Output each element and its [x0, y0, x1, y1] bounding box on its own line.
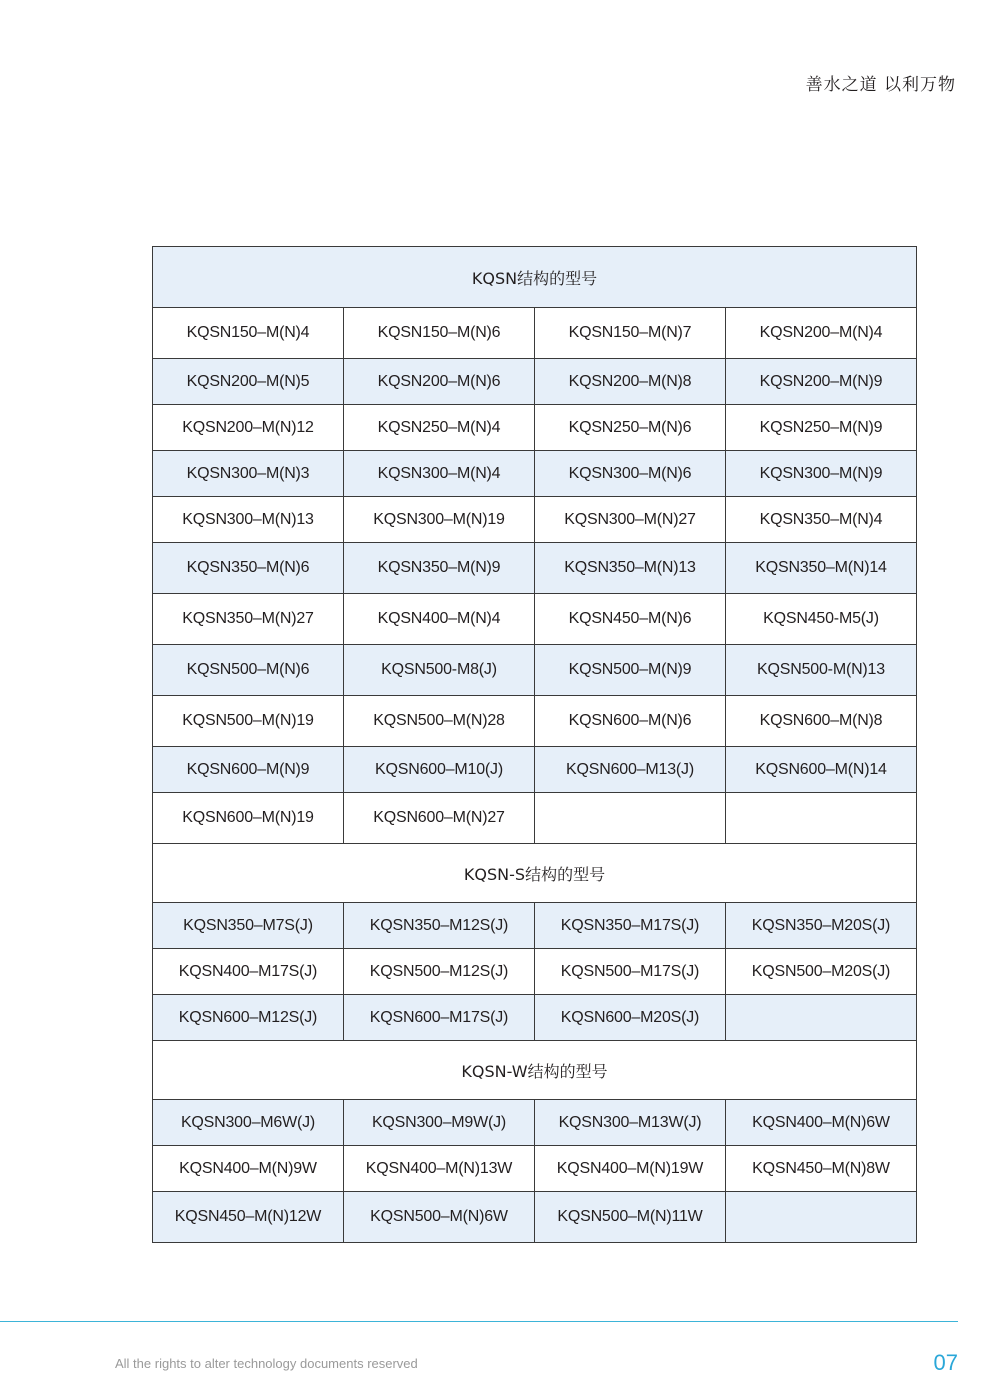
- model-cell: KQSN500-M(N)13: [726, 645, 917, 696]
- table-row: [153, 497, 917, 543]
- model-cell: KQSN250–M(N)6: [535, 405, 726, 451]
- model-cell: KQSN400–M17S(J): [153, 949, 344, 995]
- model-cell: KQSN600–M(N)9: [153, 747, 344, 793]
- model-cell: KQSN500–M(N)6: [153, 645, 344, 696]
- model-cell: KQSN300–M(N)3: [153, 451, 344, 497]
- table-row: [153, 308, 917, 359]
- table-row: [153, 594, 917, 645]
- model-cell: KQSN500–M20S(J): [726, 949, 917, 995]
- model-cell: KQSN450–M(N)6: [535, 594, 726, 645]
- model-cell: KQSN150–M(N)7: [535, 308, 726, 359]
- model-cell: KQSN300–M13W(J): [535, 1100, 726, 1146]
- table-row: [153, 903, 917, 949]
- model-cell: KQSN500–M17S(J): [535, 949, 726, 995]
- model-cell: KQSN600–M(N)14: [726, 747, 917, 793]
- model-cell: KQSN400–M(N)13W: [344, 1146, 535, 1192]
- model-cell: KQSN200–M(N)5: [153, 359, 344, 405]
- model-cell: KQSN300–M(N)13: [153, 497, 344, 543]
- model-cell: [726, 793, 917, 844]
- model-cell: KQSN400–M(N)9W: [153, 1146, 344, 1192]
- table-row: [153, 451, 917, 497]
- model-cell: KQSN350–M7S(J): [153, 903, 344, 949]
- kqsn-section-header-row: [153, 247, 917, 308]
- model-cell: KQSN450–M(N)8W: [726, 1146, 917, 1192]
- model-cell: KQSN300–M(N)27: [535, 497, 726, 543]
- kqsn-w-section-header-row: [153, 1041, 917, 1100]
- model-cell: KQSN150–M(N)6: [344, 308, 535, 359]
- table-row: [153, 359, 917, 405]
- table-row: [153, 1100, 917, 1146]
- model-cell: KQSN500-M8(J): [344, 645, 535, 696]
- model-cell: KQSN350–M12S(J): [344, 903, 535, 949]
- kqsn-s-section-header-row: [153, 844, 917, 903]
- model-cell: KQSN400–M(N)19W: [535, 1146, 726, 1192]
- model-cell: KQSN300–M6W(J): [153, 1100, 344, 1146]
- model-cell: KQSN400–M(N)6W: [726, 1100, 917, 1146]
- model-cell: KQSN600–M20S(J): [535, 995, 726, 1041]
- model-cell: KQSN300–M(N)19: [344, 497, 535, 543]
- kqsn-section-title: KQSN结构的型号: [153, 247, 917, 308]
- model-cell: KQSN350–M(N)14: [726, 543, 917, 594]
- model-cell: [726, 995, 917, 1041]
- table-row: [153, 645, 917, 696]
- model-cell: KQSN500–M(N)6W: [344, 1192, 535, 1243]
- model-cell: KQSN500–M(N)9: [535, 645, 726, 696]
- table-row: [153, 949, 917, 995]
- model-cell: KQSN350–M20S(J): [726, 903, 917, 949]
- model-cell: KQSN300–M(N)6: [535, 451, 726, 497]
- model-cell: [726, 1192, 917, 1243]
- kqsn-s-section-title: KQSN-S结构的型号: [153, 844, 917, 903]
- model-cell: KQSN600–M17S(J): [344, 995, 535, 1041]
- model-cell: KQSN600–M(N)6: [535, 696, 726, 747]
- model-cell: KQSN450–M(N)12W: [153, 1192, 344, 1243]
- model-cell: KQSN500–M(N)11W: [535, 1192, 726, 1243]
- model-cell: KQSN600–M13(J): [535, 747, 726, 793]
- model-cell: KQSN600–M(N)8: [726, 696, 917, 747]
- model-table: [152, 246, 917, 1243]
- model-cell: KQSN200–M(N)12: [153, 405, 344, 451]
- model-cell: KQSN350–M(N)9: [344, 543, 535, 594]
- model-cell: KQSN350–M(N)27: [153, 594, 344, 645]
- model-cell: KQSN200–M(N)9: [726, 359, 917, 405]
- model-cell: KQSN500–M(N)19: [153, 696, 344, 747]
- model-cell: KQSN600–M(N)27: [344, 793, 535, 844]
- model-cell: KQSN350–M(N)6: [153, 543, 344, 594]
- table-row: [153, 1146, 917, 1192]
- model-cell: KQSN250–M(N)4: [344, 405, 535, 451]
- model-cell: KQSN200–M(N)8: [535, 359, 726, 405]
- model-cell: KQSN350–M(N)13: [535, 543, 726, 594]
- model-cell: KQSN400–M(N)4: [344, 594, 535, 645]
- model-cell: KQSN200–M(N)4: [726, 308, 917, 359]
- model-cell: KQSN350–M(N)4: [726, 497, 917, 543]
- model-cell: KQSN350–M17S(J): [535, 903, 726, 949]
- model-cell: KQSN500–M(N)28: [344, 696, 535, 747]
- model-cell: KQSN600–M10(J): [344, 747, 535, 793]
- table-row: [153, 995, 917, 1041]
- kqsn-w-section-title: KQSN-W结构的型号: [153, 1041, 917, 1100]
- table-row: [153, 1192, 917, 1243]
- model-cell: KQSN300–M(N)9: [726, 451, 917, 497]
- model-cell: KQSN250–M(N)9: [726, 405, 917, 451]
- model-cell: KQSN500–M12S(J): [344, 949, 535, 995]
- table-row: [153, 747, 917, 793]
- model-cell: KQSN300–M9W(J): [344, 1100, 535, 1146]
- footer-copyright-note: All the rights to alter technology documents reserved: [115, 1356, 418, 1371]
- model-cell: KQSN450-M5(J): [726, 594, 917, 645]
- footer-divider: [0, 1321, 958, 1322]
- model-cell: KQSN200–M(N)6: [344, 359, 535, 405]
- page-number: 07: [933, 1350, 958, 1375]
- model-cell: KQSN600–M(N)19: [153, 793, 344, 844]
- model-cell: KQSN150–M(N)4: [153, 308, 344, 359]
- model-cell: [535, 793, 726, 844]
- model-cell: KQSN300–M(N)4: [344, 451, 535, 497]
- model-cell: KQSN600–M12S(J): [153, 995, 344, 1041]
- table-row: [153, 543, 917, 594]
- table-row: [153, 696, 917, 747]
- table-row: [153, 405, 917, 451]
- table-row: [153, 793, 917, 844]
- page-slogan: 善水之道 以利万物: [805, 75, 956, 95]
